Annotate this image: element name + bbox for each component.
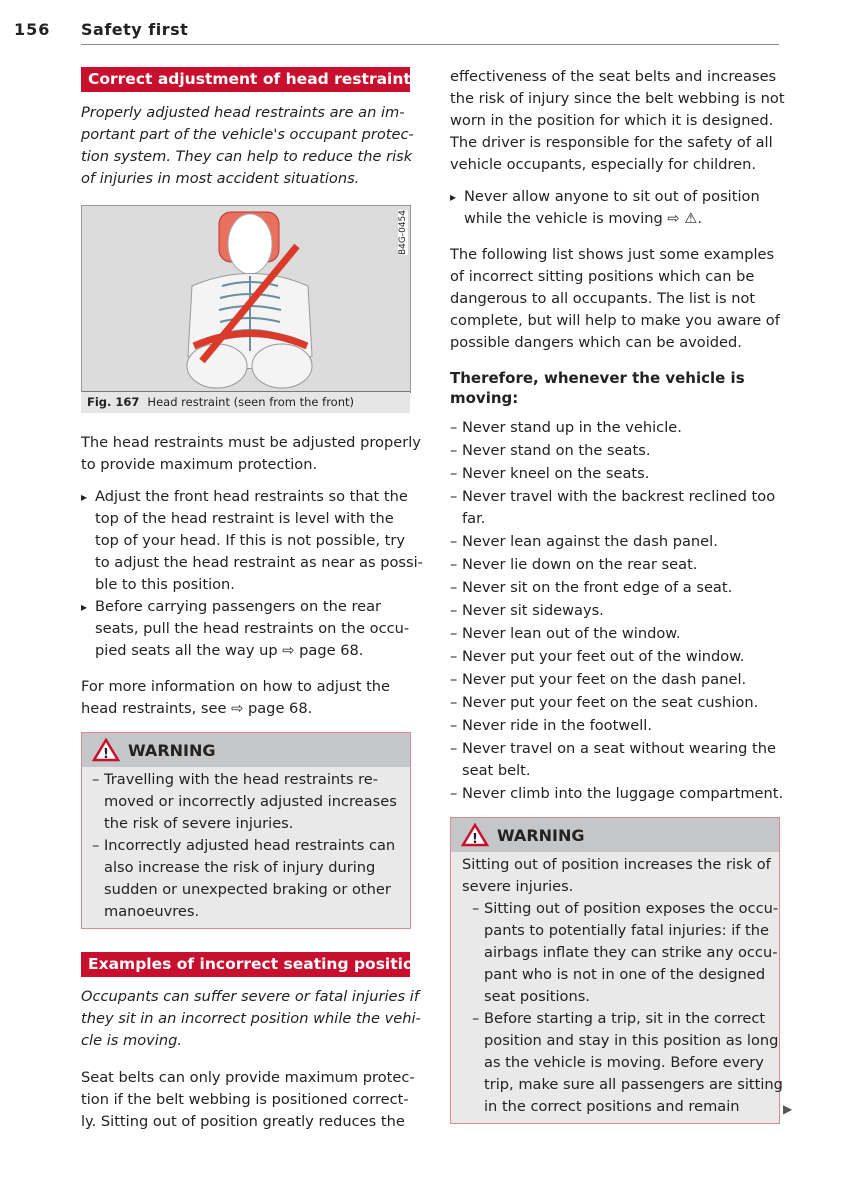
list-item <box>450 577 783 599</box>
text-line: – Sitting out of position exposes the occu- <box>472 898 779 920</box>
text-line: The head restraints must be adjusted properly <box>81 434 421 451</box>
text-line: tion system. They can help to reduce the risk <box>81 148 413 165</box>
text-line: pants to potentially fatal injuries: if the <box>484 922 769 939</box>
text-line: top of the head restraint is level with the <box>95 510 394 527</box>
list-item <box>450 646 783 668</box>
list-item <box>450 669 783 691</box>
list-item <box>450 486 783 530</box>
figure-label: Fig. 167 <box>87 395 140 409</box>
header-rule <box>81 44 779 45</box>
text-line: – Travelling with the head restraints re- <box>92 769 410 791</box>
page-number: 156 <box>14 20 51 39</box>
warning-intro <box>462 854 779 898</box>
section-title: Safety first <box>81 20 189 39</box>
text-line: to adjust the head restraint as near as possi- <box>95 554 423 571</box>
text-line: seat positions. <box>484 988 590 1005</box>
warning-box <box>81 732 411 929</box>
warning-box <box>450 817 783 1124</box>
text-line: complete, but will help to make you aware of <box>450 312 780 329</box>
text-line: possible dangers which can be avoided. <box>450 334 742 351</box>
warning-header <box>451 818 779 852</box>
figure-head-restraint <box>81 205 411 393</box>
text-line: far. <box>462 510 486 527</box>
text-line: ▸ Adjust the front head restraints so that the <box>81 486 423 508</box>
list-item <box>450 738 783 782</box>
text-line: sudden or unexpected braking or other <box>104 881 391 898</box>
subheading <box>450 368 745 408</box>
figure-caption-text: Head restraint (seen from the front) <box>147 395 354 409</box>
text-line: moving: <box>450 389 519 407</box>
text-line: – Never stand up in the vehicle. <box>450 417 783 439</box>
text-line: trip, make sure all passengers are sitting <box>484 1076 783 1093</box>
text-line: Therefore, whenever the vehicle is <box>450 369 745 387</box>
text-line: top of your head. If this is not possible, try <box>95 532 405 549</box>
paragraph <box>81 432 421 476</box>
svg-text:!: ! <box>472 832 478 847</box>
text-line: airbags inflate they can strike any occu- <box>484 944 778 961</box>
text-line: in the correct positions and remain <box>484 1098 740 1115</box>
figure-code: B4G-0454 <box>398 210 408 256</box>
skeleton-illustration <box>82 206 410 391</box>
warning-title: WARNING <box>497 825 585 845</box>
text-line: ▸ Before carrying passengers on the rear <box>81 596 409 618</box>
list-item <box>450 531 783 553</box>
text-line: – Before starting a trip, sit in the correct <box>472 1008 779 1030</box>
list-item <box>450 715 783 737</box>
text-line: worn in the position for which it is designed. <box>450 112 774 129</box>
text-line: – Never put your feet out of the window. <box>450 646 783 668</box>
paragraph <box>450 66 785 176</box>
warning-title: WARNING <box>128 740 216 760</box>
text-line: of incorrect sitting positions which can be <box>450 268 755 285</box>
text-line: – Never travel on a seat without wearing the <box>450 738 783 760</box>
text-line: position and stay in this position as long <box>484 1032 779 1049</box>
text-line: Occupants can suffer severe or fatal injuries if <box>81 988 419 1005</box>
text-line: also increase the risk of injury during <box>104 859 376 876</box>
text-line: – Never lean against the dash panel. <box>450 531 783 553</box>
list-item <box>450 600 783 622</box>
intro-head-restraints <box>81 102 414 190</box>
text-line: as the vehicle is moving. Before every <box>484 1054 764 1071</box>
text-line: of injuries in most accident situations. <box>81 170 360 187</box>
text-line: ly. Sitting out of position greatly reduces the <box>81 1113 405 1130</box>
text-line: – Incorrectly adjusted head restraints can <box>92 835 410 857</box>
text-line: Properly adjusted head restraints are an im- <box>81 104 405 121</box>
text-line: – Never sit on the front edge of a seat. <box>450 577 783 599</box>
text-line: For more information on how to adjust the <box>81 678 391 695</box>
text-line: moved or incorrectly adjusted increases <box>104 793 397 810</box>
text-line: pant who is not in one of the designed <box>484 966 766 983</box>
text-line: manoeuvres. <box>104 903 200 920</box>
heading-incorrect-seating: Examples of incorrect seating positions <box>81 952 410 977</box>
text-line: The driver is responsible for the safety of all <box>450 134 773 151</box>
list-item <box>450 417 783 439</box>
text-line: – Never put your feet on the seat cushion. <box>450 692 783 714</box>
text-line: effectiveness of the seat belts and increases <box>450 68 777 85</box>
text-line: severe injuries. <box>462 878 574 895</box>
text-line: Sitting out of position increases the risk of <box>462 856 771 873</box>
text-line: seats, pull the head restraints on the occu- <box>95 620 410 637</box>
list-item <box>450 783 783 805</box>
text-line: to provide maximum protection. <box>81 456 318 473</box>
text-line: – Never sit sideways. <box>450 600 783 622</box>
text-line: the risk of severe injuries. <box>104 815 294 832</box>
incorrect-positions-list <box>450 417 783 806</box>
bullet-item <box>450 186 760 230</box>
text-line: – Never put your feet on the dash panel. <box>450 669 783 691</box>
text-line: – Never kneel on the seats. <box>450 463 783 485</box>
text-line: pied seats all the way up ⇨ page 68. <box>95 642 364 659</box>
text-line: – Never lie down on the rear seat. <box>450 554 783 576</box>
warning-item <box>472 1008 783 1118</box>
list-item <box>450 692 783 714</box>
text-line: portant part of the vehicle's occupant protec- <box>81 126 414 143</box>
text-line: – Never travel with the backrest reclined too <box>450 486 783 508</box>
list-item <box>450 440 783 462</box>
warning-item <box>92 769 410 835</box>
warning-item <box>472 898 779 1008</box>
text-line: they sit in an incorrect position while the vehi- <box>81 1010 421 1027</box>
intro-incorrect-seating <box>81 986 421 1052</box>
list-item <box>450 463 783 485</box>
bullet-item <box>81 486 423 596</box>
text-line: Seat belts can only provide maximum protec- <box>81 1069 415 1086</box>
continue-arrow-icon: ▶ <box>783 1102 793 1116</box>
text-line: while the vehicle is moving ⇨ ⚠. <box>464 210 702 227</box>
paragraph <box>450 244 780 354</box>
paragraph <box>81 1067 415 1133</box>
text-line: ▸ Never allow anyone to sit out of position <box>450 186 760 208</box>
text-line: cle is moving. <box>81 1032 182 1049</box>
text-line: – Never climb into the luggage compartment. <box>450 783 783 805</box>
text-line: – Never stand on the seats. <box>450 440 783 462</box>
bullet-item <box>81 596 409 662</box>
heading-head-restraints: Correct adjustment of head restraints <box>81 67 410 92</box>
text-line: – Never lean out of the window. <box>450 623 783 645</box>
text-line: ble to this position. <box>95 576 235 593</box>
text-line: dangerous to all occupants. The list is not <box>450 290 756 307</box>
text-line: head restraints, see ⇨ page 68. <box>81 700 313 717</box>
text-line: – Never ride in the footwell. <box>450 715 783 737</box>
list-item <box>450 623 783 645</box>
warning-header <box>82 733 410 767</box>
paragraph <box>81 676 390 720</box>
text-line: The following list shows just some examples <box>450 246 775 263</box>
text-line: the risk of injury since the belt webbing is not <box>450 90 785 107</box>
text-line: seat belt. <box>462 762 531 779</box>
list-item <box>450 554 783 576</box>
warning-triangle-icon <box>92 738 120 762</box>
text-line: tion if the belt webbing is positioned correct- <box>81 1091 409 1108</box>
svg-text:!: ! <box>103 747 109 762</box>
figure-caption <box>81 392 410 413</box>
warning-triangle-icon <box>461 823 489 847</box>
warning-item <box>92 835 410 923</box>
text-line: vehicle occupants, especially for children. <box>450 156 757 173</box>
